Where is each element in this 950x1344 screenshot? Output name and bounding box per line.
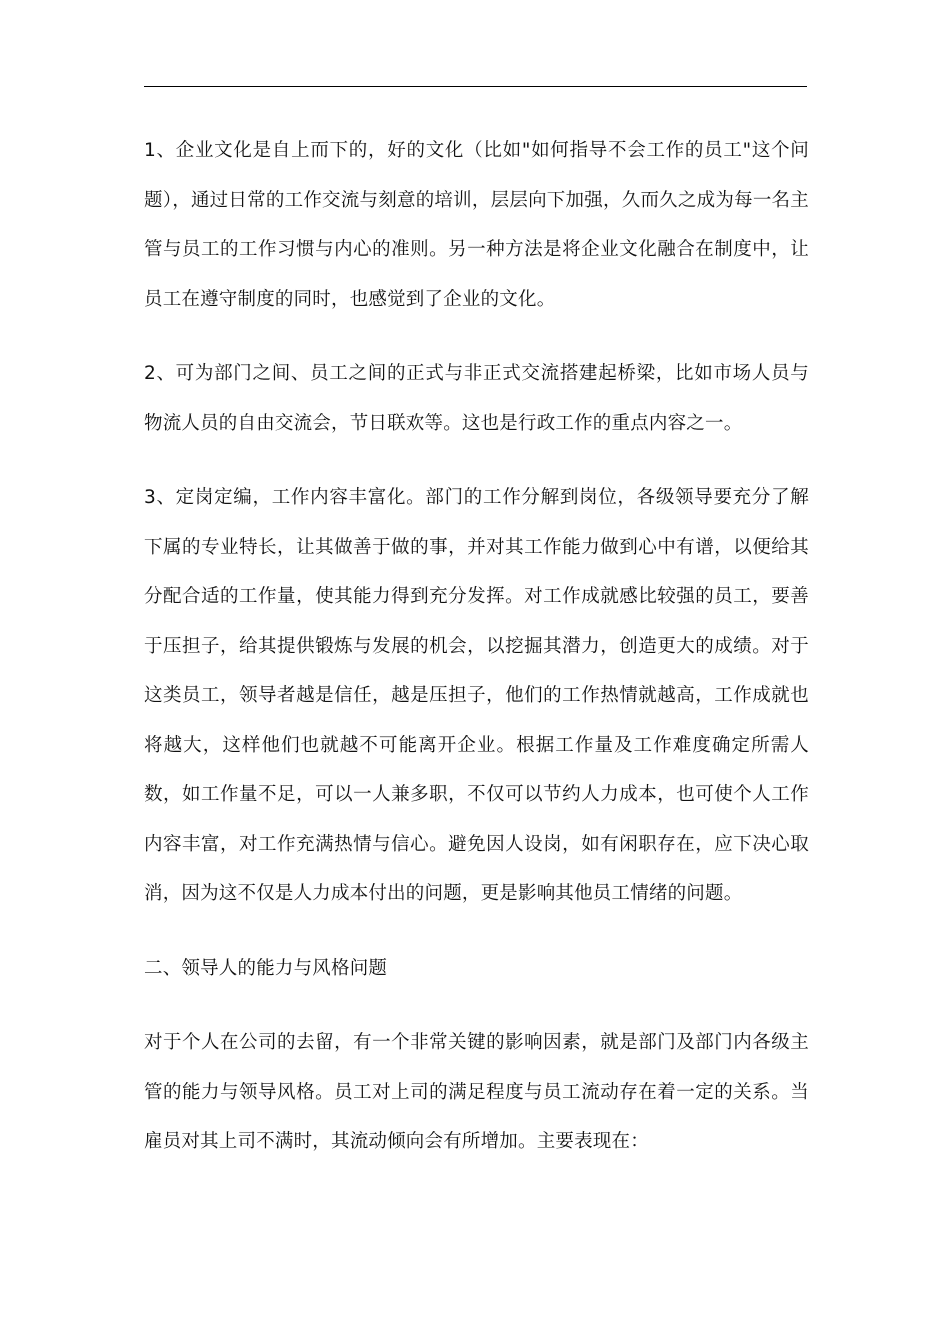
paragraph-spacer	[144, 919, 809, 944]
paragraph-communication: 2、可为部门之间、员工之间的正式与非正式交流搭建起桥梁，比如市场人员与物流人员的自由交流会，节日联欢等。这也是行政工作的重点内容之一。	[144, 363, 809, 434]
paragraph-spacer	[144, 324, 809, 349]
paragraph-culture: 1、企业文化是自上而下的，好的文化（比如"如何指导不会工作的员工"这个问题），通过日常的工作交流与刻意的培训，层层向下加强，久而久之成为每一名主管与员工的工作习惯与内心的准则。另一种方法是将企业文化融合在制度中，让员工在遵守制度的同时，也感觉到了企业的文化。	[144, 140, 809, 310]
document-body	[144, 126, 809, 1167]
paragraph-spacer	[144, 448, 809, 473]
paragraph-job-design: 3、定岗定编，工作内容丰富化。部门的工作分解到岗位，各级领导要充分了解下属的专业特长，让其做善于做的事，并对其工作能力做到心中有谱，以便给其分配合适的工作量，使其能力得到充分发挥。对工作成就感比较强的员工，要善于压担子，给其提供锻炼与发展的机会，以挖掘其潜力，创造更大的成绩。对于这类员工，领导者越是信任，越是压担子，他们的工作热情就越高，工作成就也将越大，这样他们也就越不可能离开企业。根据工作量及工作难度确定所需人数，如工作量不足，可以一人兼多职，不仅可以节约人力成本，也可使个人工作内容丰富，对工作充满热情与信心。避免因人设岗，如有闲职存在，应下决心取消，因为这不仅是人力成本付出的问题，更是影响其他员工情绪的问题。	[144, 487, 809, 904]
section-heading-leadership: 二、领导人的能力与风格问题	[144, 957, 388, 979]
paragraph-spacer	[144, 993, 809, 1018]
paragraph-leadership: 对于个人在公司的去留，有一个非常关键的影响因素，就是部门及部门内各级主管的能力与领导风格。员工对上司的满足程度与员工流动存在着一定的关系。当雇员对其上司不满时，其流动倾向会有所增加。主要表现在：	[144, 1032, 809, 1152]
header-rule	[144, 86, 807, 87]
